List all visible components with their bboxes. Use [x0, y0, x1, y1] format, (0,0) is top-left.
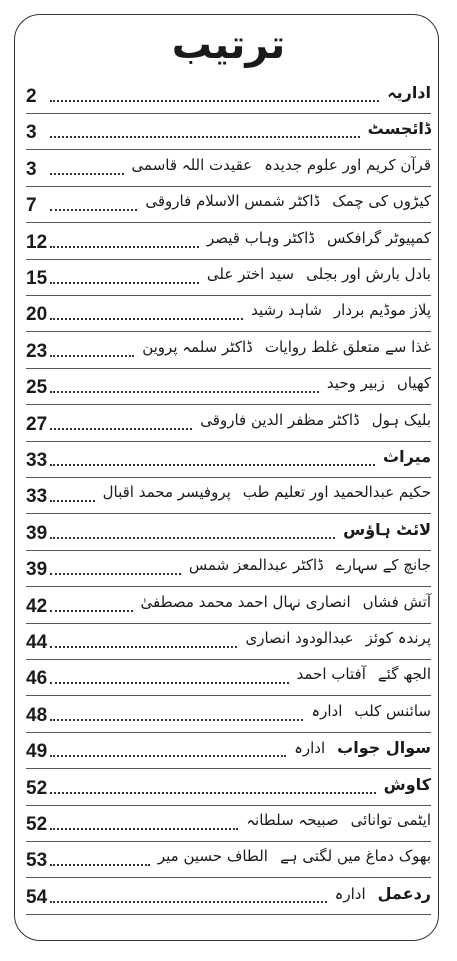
leader-dots: [50, 318, 243, 320]
article-title: غذا سے متعلق غلط روایات: [261, 338, 431, 356]
row-separator: [26, 404, 431, 405]
entry-row: [26, 556, 431, 586]
entry-text: [99, 483, 431, 501]
entry-row: [26, 301, 431, 331]
leader-dots: [50, 682, 289, 684]
article-author: ڈاکٹر عبدالمعز شمس: [185, 556, 324, 574]
article-author: صبیحہ سلطانہ: [242, 811, 338, 829]
page-number: 46: [26, 668, 48, 689]
row-separator: [26, 586, 431, 587]
entry-text: [379, 447, 431, 466]
page-number: 3: [26, 159, 37, 180]
article-title: بلیک ہول: [368, 411, 431, 429]
page-number: 42: [26, 596, 48, 617]
row-separator: [26, 732, 431, 733]
article-author: شاہد رشید: [247, 301, 322, 319]
entry-text: [241, 629, 431, 647]
entry-row: [26, 156, 431, 186]
entry-row: [26, 665, 431, 695]
leader-dots: [50, 646, 237, 648]
section-row: [26, 520, 431, 550]
entry-text: [154, 847, 431, 865]
article-title: حکیم عبدالحمید اور تعلیم طب: [239, 483, 431, 501]
page-title: ترتیب: [171, 22, 286, 68]
row-separator: [26, 113, 431, 114]
article-title: پلاز موڈیم بردار: [330, 301, 431, 319]
section-title: ڈائجسٹ: [364, 119, 431, 138]
leader-dots: [50, 173, 124, 175]
article-author: ڈاکٹر سلمہ پروین: [138, 338, 253, 356]
entry-row: [26, 411, 431, 441]
row-separator: [26, 477, 431, 478]
page-number: 48: [26, 705, 48, 726]
article-title: بادل بارش اور بجلی: [302, 265, 431, 283]
entry-row: [26, 483, 431, 513]
entry-text: [293, 665, 431, 683]
article-author: ادارہ: [307, 702, 342, 720]
page-number: 20: [26, 304, 48, 325]
row-separator: [26, 623, 431, 624]
row-separator: [26, 877, 431, 878]
leader-dots: [50, 428, 192, 430]
entry-text: [323, 374, 431, 392]
page-number: 33: [26, 486, 48, 507]
leader-dots: [50, 537, 335, 539]
article-author: ڈاکٹر وہاب قیصر: [203, 229, 315, 247]
page-number: 44: [26, 632, 48, 653]
row-separator: [26, 513, 431, 514]
article-author: عقیدت اللہ قاسمی: [128, 156, 253, 174]
entry-text: [185, 556, 431, 574]
leader-dots: [50, 755, 286, 757]
article-author: انصاری نہال احمد محمد مصطفیٰ: [137, 593, 351, 611]
article-title: الجھ گئے: [374, 665, 431, 683]
article-author: پروفیسر محمد اقبال: [99, 483, 231, 501]
row-separator: [26, 768, 431, 769]
row-separator: [26, 331, 431, 332]
article-title: کمپیوٹر گرافکس: [323, 229, 431, 247]
article-author: سید اختر علی: [203, 265, 294, 283]
row-separator: [26, 914, 431, 915]
page-number: 52: [26, 778, 48, 799]
section-row: [26, 119, 431, 149]
leader-dots: [50, 864, 150, 866]
entry-row: [26, 593, 431, 623]
article-title: سائنس کلب: [350, 702, 431, 720]
row-separator: [26, 186, 431, 187]
section-title: سوال جواب: [333, 738, 431, 757]
section-title: کاوش: [380, 775, 431, 794]
section-row: [26, 83, 431, 113]
entry-row: [26, 702, 431, 732]
entry-text: [137, 593, 431, 611]
row-separator: [26, 805, 431, 806]
article-author: ڈاکٹر شمس الاسلام فاروقی: [141, 192, 320, 210]
entry-text: [128, 156, 431, 174]
row-separator: [26, 695, 431, 696]
article-author: آفتاب احمد: [293, 665, 366, 683]
entry-text: [380, 775, 431, 794]
page-number: 7: [26, 195, 37, 216]
entry-text: [339, 520, 431, 539]
section-row: [26, 738, 431, 768]
article-title: بھوک دماغ میں لگتی ہے: [276, 847, 431, 865]
page-number: 15: [26, 268, 48, 289]
leader-dots: [50, 355, 134, 357]
article-author: ڈاکٹر مظفر الدین فاروقی: [196, 411, 359, 429]
leader-dots: [50, 719, 303, 721]
page-number: 39: [26, 559, 48, 580]
page-number: 3: [26, 122, 37, 143]
row-separator: [26, 841, 431, 842]
row-separator: [26, 659, 431, 660]
entry-row: [26, 847, 431, 877]
leader-dots: [50, 282, 199, 284]
leader-dots: [50, 391, 319, 393]
entry-text: [331, 884, 431, 903]
article-author: ادارہ: [331, 885, 366, 903]
page-number: 49: [26, 741, 48, 762]
section-row: [26, 447, 431, 477]
section-title: میراث: [379, 447, 431, 466]
entry-row: [26, 192, 431, 222]
article-title: کھیاں: [393, 374, 431, 392]
article-title: جانچ کے سہارے: [332, 556, 431, 574]
page-number: 27: [26, 414, 48, 435]
row-separator: [26, 368, 431, 369]
section-title: ردعمل: [374, 884, 431, 903]
page-number: 52: [26, 814, 48, 835]
entry-text: [290, 738, 431, 757]
entry-text: [247, 301, 431, 319]
leader-dots: [50, 792, 376, 794]
entry-row: [26, 265, 431, 295]
row-separator: [26, 550, 431, 551]
article-author: ادارہ: [290, 739, 325, 757]
article-title: کیڑوں کی چمک: [328, 192, 431, 210]
entry-text: [364, 119, 431, 138]
entry-text: [242, 811, 431, 829]
page-number: 12: [26, 232, 48, 253]
row-separator: [26, 222, 431, 223]
leader-dots: [50, 100, 379, 102]
entry-text: [383, 83, 431, 102]
row-separator: [26, 259, 431, 260]
section-row: [26, 775, 431, 805]
entry-text: [203, 265, 431, 283]
page-number: 54: [26, 887, 48, 908]
article-title: ایٹمی توانائی: [347, 811, 431, 829]
entry-row: [26, 629, 431, 659]
row-separator: [26, 149, 431, 150]
article-author: الطاف حسین میر: [154, 847, 268, 865]
page-number: 2: [26, 86, 37, 107]
article-author: عبدالودود انصاری: [241, 629, 353, 647]
article-author: زبیر وحید: [323, 374, 385, 392]
entry-row: [26, 229, 431, 259]
page-number: 33: [26, 450, 48, 471]
page-number: 39: [26, 523, 48, 544]
entry-text: [196, 411, 431, 429]
entry-row: [26, 811, 431, 841]
row-separator: [26, 295, 431, 296]
section-title: لائٹ ہاؤس: [339, 520, 431, 539]
entry-text: [141, 192, 431, 210]
article-title: قرآن کریم اور علوم جدیدہ: [260, 156, 431, 174]
leader-dots: [50, 901, 327, 903]
entry-text: [138, 338, 431, 356]
leader-dots: [50, 573, 181, 575]
entry-row: [26, 338, 431, 368]
section-title: اداریہ: [383, 83, 431, 102]
article-title: آتش فشاں: [359, 593, 431, 611]
row-separator: [26, 441, 431, 442]
leader-dots: [50, 246, 199, 248]
section-row: [26, 884, 431, 914]
page-number: 25: [26, 377, 48, 398]
leader-dots: [50, 828, 238, 830]
leader-dots: [50, 209, 137, 211]
entry-text: [203, 229, 431, 247]
page-number: 53: [26, 850, 48, 871]
leader-dots: [50, 610, 133, 612]
entry-row: [26, 374, 431, 404]
leader-dots: [50, 464, 375, 466]
leader-dots: [50, 136, 360, 138]
article-title: پرندہ کوئز: [362, 629, 431, 647]
page-number: 23: [26, 341, 48, 362]
leader-dots: [50, 500, 95, 502]
entry-text: [307, 702, 431, 720]
